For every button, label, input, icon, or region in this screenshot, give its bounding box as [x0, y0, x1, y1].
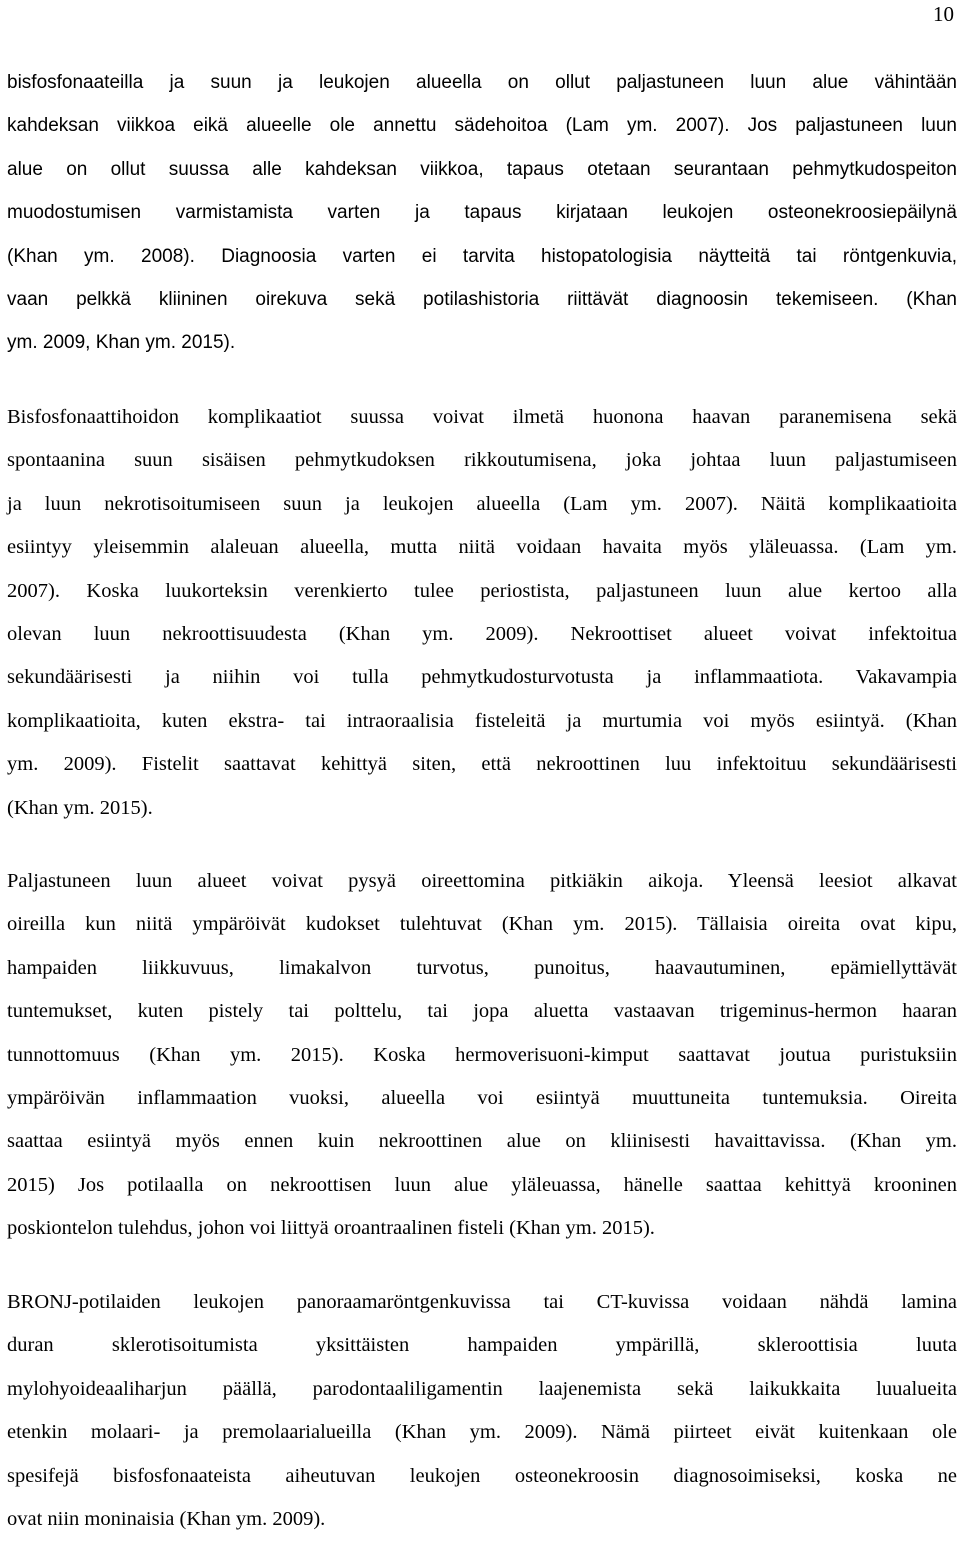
text-line: mylohyoideaaliharjun päällä, parodontaaliligamentin laajenemista sekä laikukkaita luualueita [7, 1377, 957, 1400]
text-line: esiintyy yleisemmin alaleuan alueella, mutta niitä voidaan havaita myös yläleuassa. (Lam ym. [7, 536, 957, 559]
text-line: saattaa esiintyä myös ennen kuin nekroottinen alue on kliinisesti havaittavissa. (Khan ym. [7, 1130, 957, 1153]
text-line: tuntemukset, kuten pistely tai polttelu, tai jopa aluetta vastaavan trigeminus-hermon haaran [7, 1000, 957, 1023]
text-line: muodostumisen varmistamista varten ja tapaus kirjataan leukojen osteonekroosiepäilynä [7, 202, 957, 224]
text-line: BRONJ-potilaiden leukojen panoraamaröntgenkuvissa tai CT-kuvissa voidaan nähdä lamina [7, 1291, 957, 1313]
text-line: oireilla kun niitä ympäröivät kudokset tulehtuvat (Khan ym. 2015). Tällaisia oireita ovat kipu, [7, 913, 957, 936]
text-line: sekundäärisesti ja niihin voi tulla pehmytkudosturvotusta ja inflammaatiota. Vakavampia [7, 666, 957, 689]
text-line: spontaanina suun sisäisen pehmytkudoksen rikkoutumisena, joka johtaa luun paljastumiseen [7, 449, 957, 472]
text-line: 2015) Jos potilaalla on nekroottisen luun alue yläleuassa, hänelle saattaa kehittyä krooninen [7, 1173, 957, 1196]
text-line: tunnottomuus (Khan ym. 2015). Koska hermoverisuoni-kimput saattavat joutua puristuksiin [7, 1043, 957, 1066]
text-line: Bisfosfonaattihoidon komplikaatiot suussa voivat ilmetä huonona haavan paranemisena sekä [7, 406, 957, 428]
text-line: vaan pelkkä kliininen oirekuva sekä potilashistoria riittävät diagnoosin tekemiseen. (Khan [7, 289, 957, 311]
text-line: (Khan ym. 2015). [7, 796, 153, 819]
paragraph-complications [7, 396, 957, 830]
text-line: duran sklerotisoitumista yksittäisten hampaiden ympärillä, skleroottisia luuta [7, 1334, 957, 1357]
text-line: bisfosfonaateilla ja suun ja leukojen alueella on ollut paljastuneen luun alue vähintään [7, 72, 957, 93]
text-line: hampaiden liikkuvuus, limakalvon turvotus, punoitus, haavautuminen, epämiellyttävät [7, 956, 957, 979]
text-line: 2007). Koska luukorteksin verenkierto tulee periostista, paljastuneen luun alue kertoo alla [7, 579, 957, 602]
text-line: ovat niin moninaisia (Khan ym. 2009). [7, 1508, 326, 1531]
text-line: Paljastuneen luun alueet voivat pysyä oireettomina pitkiäkin aikoja. Yleensä leesiot alkavat [7, 870, 957, 892]
text-line: ym. 2009, Khan ym. 2015). [7, 332, 236, 354]
text-line: spesifejä bisfosfonaateista aiheutuvan leukojen osteonekroosin diagnosoimiseksi, koska ne [7, 1464, 957, 1487]
page-number: 10 [933, 2, 954, 26]
text-line: ja luun nekrotisoitumiseen suun ja leukojen alueella (Lam ym. 2007). Näitä komplikaatioita [7, 492, 957, 515]
text-line: etenkin molaari- ja premolaarialueilla (Khan ym. 2009). Nämä piirteet eivät kuitenkaan ole [7, 1421, 957, 1444]
text-line: (Khan ym. 2008). Diagnoosia varten ei tarvita histopatologisia näytteitä tai röntgenkuvia, [7, 245, 957, 267]
text-line: poskiontelon tulehdus, johon voi liittyä oroantraalinen fisteli (Khan ym. 2015). [7, 1217, 655, 1240]
text-line: olevan luun nekroottisuudesta (Khan ym. 2009). Nekroottiset alueet voivat infektoitua [7, 623, 957, 646]
text-line: komplikaatioita, kuten ekstra- tai intraoraalisia fisteleitä ja murtumia voi myös esiintyä. (Khan [7, 709, 957, 732]
text-line: ympäröivän inflammaation vuoksi, alueella voi esiintyä muuttuneita tuntemuksia. Oireita [7, 1087, 957, 1110]
paragraph-symptoms [7, 860, 957, 1251]
paragraph-continuation [7, 61, 957, 365]
text-line: alue on ollut suussa alle kahdeksan viikkoa, tapaus otetaan seurantaan pehmytkudospeiton [7, 158, 957, 180]
text-line: kahdeksan viikkoa eikä alueelle ole annettu sädehoitoa (Lam ym. 2007). Jos paljastuneen luun [7, 115, 957, 137]
text-line: ym. 2009). Fistelit saattavat kehittyä siten, että nekroottinen luu infektoituu sekundäärisesti [7, 753, 957, 776]
paragraph-radiology [7, 1281, 957, 1541]
